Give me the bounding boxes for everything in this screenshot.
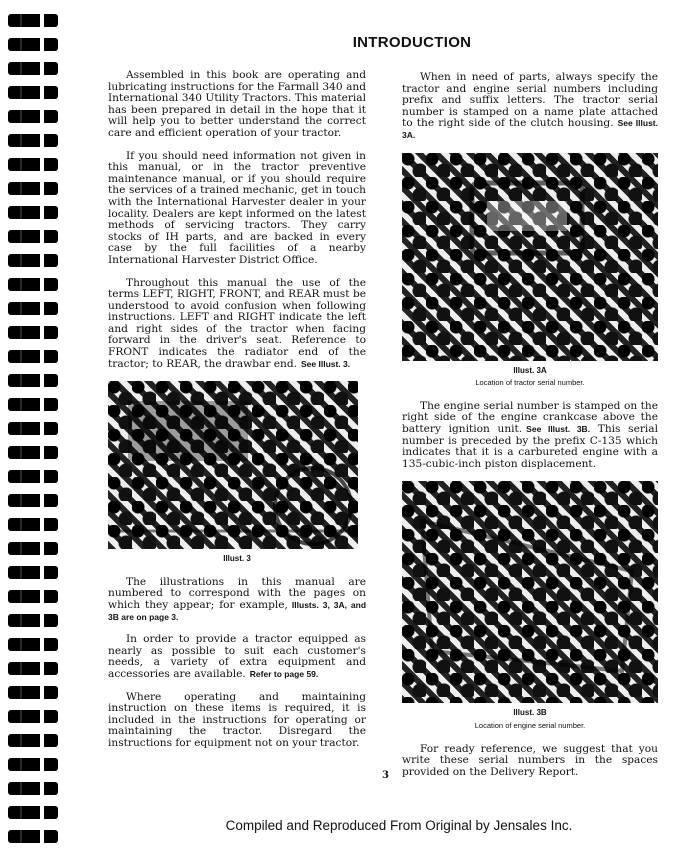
right-column [402,72,658,789]
illustrations-paragraph: The illustrations in this manual are numbered to correspond with the pages on which they appear; for example, Illusts. 3, 3A, and 3B are on page 3. [108,575,367,622]
instruction-paragraph: Where operating and maintaining instruction on these items is required, it is included in the instructions for operating or maintaining the tractor. Disregard the instructions for equipment not on your tractor. [108,690,366,749]
reference-paragraph: For ready reference, we suggest that you write these serial numbers in the spaces provided on the Delivery Report. [402,742,658,778]
engine-serial-paragraph: The engine serial number is stamped on the right side of the engine crankcase above the battery ignition unit. See Illust. 3B. This serial number is preceded by the prefix C-135 which indicates that it is a carbureted engine with a 135-cubic-inch piston displacement. [402,399,658,470]
page-number: 3 [382,770,389,781]
page-title: INTRODUCTION [352,34,472,51]
illust-reference: Illusts. 3, 3A, and 3B are on page 3. [108,600,367,622]
clutch-housing-overlay [402,153,658,361]
illust-reference: See Illust. 3. [301,358,351,369]
illust-3-caption: Illust. 3 [223,554,251,564]
illust-3a-caption: Illust. 3A Location of tractor serial number. [402,365,658,389]
manual-page [72,0,700,855]
illust-3b-caption: Illust. 3B Location of engine serial number. [402,707,658,731]
illust-reference: See Illust. 3B. [526,423,591,434]
engine-crankcase-overlay [402,481,658,703]
spiral-binding [0,0,70,855]
illust-reference: See Illust. 3A. [402,118,659,140]
intro-paragraph: Assembled in this book are operating and lubricating instructions for the Farmall 340 and International 340 Utility Tractors. This material has been prepared in detail in the hope that it will help you to better understand the correct care and efficient operation of your tractor. [108,69,366,139]
parts-paragraph: When in need of parts, always specify the tractor and engine serial numbers including prefix and suffix letters. The tractor serial number is stamped on a name plate attached to the right side of the clutch housing. See Illust. 3A. [402,71,659,140]
illust-3b-photo [402,481,658,703]
terms-paragraph: Throughout this manual the use of the terms LEFT, RIGHT, FRONT, and REAR must be understood to avoid confusion when following instructions. LEFT and RIGHT indicate the left and right sides of the tractor when facing forward in the driver's seat. Reference to FRONT indicates the radiator end of the tractor; to REAR, the drawbar end. See Illust. 3. [108,276,366,370]
left-column [108,70,366,761]
illust-3a-subcaption: Location of tractor serial number. [475,378,585,388]
equipment-paragraph: In order to provide a tractor equipped as nearly as possible to suit each customer's needs, a variety of extra equipment and accessories are available. Refer to page 59. [108,633,366,680]
illust-3b-subcaption: Location of engine serial number. [474,720,586,730]
page-reference: Refer to page 59. [249,669,319,679]
illust-3-photo [108,381,358,549]
footer-credit: Compiled and Reproduced From Original by Jensales Inc. [225,818,573,833]
tractor-photo-overlay [108,381,358,549]
illust-3a-photo [402,153,658,361]
dealer-paragraph: If you should need information not given in this manual, or in the tractor preventive maintenance manual, or if you should require the services of a trained mechanic, get in touch with the International Harvester dealer in your locality. Dealers are kept informed on the latest methods of servicing tractors. They carry stocks of IH parts, and are backed in every case by the full facilities of a nearby International Harvester District Office. [108,149,366,266]
